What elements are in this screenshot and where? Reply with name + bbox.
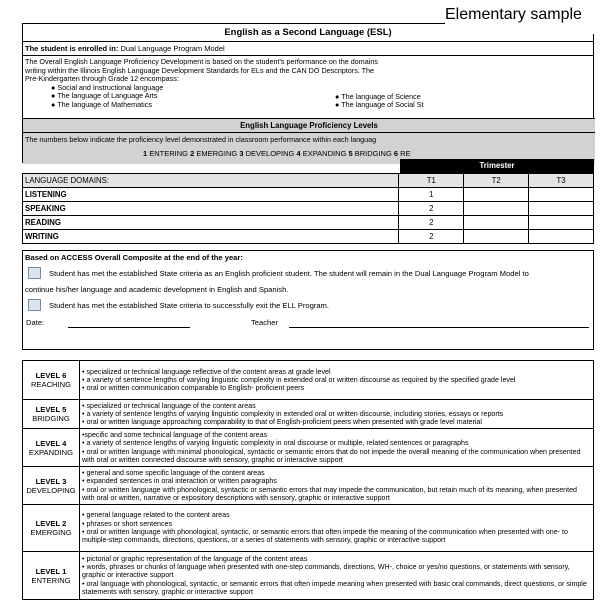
report-card-document [22, 23, 594, 596]
level-row [23, 361, 594, 400]
standards-list [23, 84, 593, 117]
intro-paragraph [23, 56, 593, 84]
exit-statement: Student has met the established State criteria to successfully exit the ELL Program. [49, 301, 329, 310]
level-description: •specific and some technical language of the content areas • a variety of sentence lengths of varying linguistic complexity in oral discourse or multiple, related sentences or paragraphs • oral or written language with minimal phonological, syntactic or semantic errors that do not impede the overall meaning of the communication when presented with oral or written connected discourse with sensory, graphic or interactive support [80, 429, 594, 467]
domain-name: READING [23, 216, 399, 230]
teacher-field[interactable] [289, 327, 589, 328]
score-cell[interactable] [529, 202, 594, 216]
level-row [23, 552, 594, 600]
standard-item: ● Social and Instructional language [51, 82, 164, 92]
domain-name: LISTENING [23, 188, 399, 202]
esl-info-box [22, 23, 594, 163]
level-description: • general language related to the content areas • phrases or short sentences • oral or written language with phonological, syntactic, or semantic errors that often impede the meaning of the communication when presented with one- to multiple-step commands, directions, questions, or a series of statements with sensory, graphic or interactive support [80, 505, 594, 552]
domain-name: SPEAKING [23, 202, 399, 216]
domain-row [23, 188, 594, 202]
bullet-icon: ● [335, 100, 342, 110]
bullet-icon: ● [51, 82, 58, 92]
proficiency-description: The numbers below indicate the proficiency level demonstrated in classroom performance within each languag [25, 135, 377, 144]
language-domains-table [22, 173, 594, 244]
date-field[interactable] [68, 327, 190, 328]
level-description: • general and some specific language of the content areas • expanded sentences in oral interaction or written paragraphs • oral or written language with phonological, syntactic or semantic errors that may impede the communication, but retain much of its meaning, when presented with oral or written, narrative or expository descriptions with sensory, graphic or interactive support [80, 467, 594, 505]
domain-row [23, 230, 594, 244]
score-cell[interactable] [464, 188, 529, 202]
sample-label: Elementary sample [445, 6, 612, 34]
domain-name: WRITING [23, 230, 399, 244]
level-descriptors-table [22, 360, 594, 600]
level-row [23, 400, 594, 429]
enrolled-label: The student is enrolled in: [25, 44, 119, 53]
proficiency-title: English Language Proficiency Levels [23, 118, 595, 133]
level-label: LEVEL 4 EXPANDING [23, 429, 80, 467]
standard-item: ● The language of Science [335, 91, 421, 101]
proficient-checkbox[interactable] [28, 267, 41, 279]
proficient-statement: Student has met the established State criteria as an English proficient student. The student will remain in the Dual Language Program Model to [49, 269, 529, 278]
standard-item: ● The language of Mathematics [51, 99, 152, 109]
intro-line: Pre-Kindergarten through Grade 12 encompass: [25, 74, 179, 84]
page-title: English as a Second Language (ESL) [23, 24, 593, 42]
bullet-icon: ● [51, 99, 58, 109]
domains-header-row [23, 174, 594, 188]
enrolled-value: Dual Language Program Model [120, 44, 225, 53]
standard-item: ● The language of Social St [335, 100, 424, 110]
proficiency-levels-band [23, 118, 595, 164]
enrollment-row [23, 42, 593, 56]
score-cell[interactable] [529, 188, 594, 202]
bullet-icon: ● [335, 91, 342, 101]
term-header: T1 [399, 174, 464, 188]
access-title: Based on ACCESS Overall Composite at the end of the year: [25, 253, 243, 262]
trimester-header: Trimester [400, 159, 594, 173]
term-header: T3 [529, 174, 594, 188]
exit-checkbox[interactable] [28, 299, 41, 311]
term-header: T2 [464, 174, 529, 188]
level-label: LEVEL 5 BRIDGING [23, 400, 80, 429]
score-cell[interactable] [464, 202, 529, 216]
teacher-label: Teacher [251, 318, 279, 327]
level-label: LEVEL 2 EMERGING [23, 505, 80, 552]
level-description: • specialized or technical language reflective of the content areas at grade level • a variety of sentence lengths of varying linguistic complexity in extended oral or written discourse as required by the specified grade level • oral or written communication comparable to English- proficient peers [80, 361, 594, 400]
score-cell[interactable]: 2 [399, 202, 464, 216]
intro-line: writing within the Illinois English Language Development Standards for ELs and the CAN DO Descriptors. The [25, 65, 375, 75]
bullet-icon: ● [51, 91, 58, 101]
level-row [23, 429, 594, 467]
score-cell[interactable]: 2 [399, 216, 464, 230]
level-row [23, 467, 594, 505]
domains-header: LANGUAGE DOMAINS: [23, 174, 399, 188]
level-description: • pictorial or graphic representation of the language of the content areas • words, phrases or chunks of language when presented with one-step commands, directions, WH-, choice or yes/no questions, or statements with sensory, graphic or interactive support • oral language with phonological, syntactic, or semantic errors that often impede meaning when presented with basic oral commands, direct questions, or simple statements with sensory, graphic or interactive support [80, 552, 594, 600]
date-label: Date: [26, 318, 45, 327]
level-description: • specialized or technical language of the content areas • a variety of sentence lengths of varying linguistic complexity in extended oral or written discourse, including stories, essays or reports • oral or written language approaching comparability to that of English-proficient peers when presented with grade level material [80, 400, 594, 429]
standard-item: ● The language of Language Arts [51, 91, 158, 101]
score-cell[interactable]: 1 [399, 188, 464, 202]
intro-line: The Overall English Language Proficiency Development is based on the student's performance on the domains [25, 57, 378, 66]
level-label: LEVEL 6 REACHING [23, 361, 80, 400]
proficiency-level-key: 1 ENTERING 2 EMERGING 3 DEVELOPING 4 EXPANDING 5 BRIDGING 6 RE [143, 149, 411, 158]
access-composite-box [22, 250, 594, 350]
score-cell[interactable]: 2 [399, 230, 464, 244]
level-label: LEVEL 3 DEVELOPING [23, 467, 80, 505]
domain-row [23, 216, 594, 230]
level-label: LEVEL 1 ENTERING [23, 552, 80, 600]
domain-row [23, 202, 594, 216]
score-cell[interactable] [464, 230, 529, 244]
proficient-statement-cont: continue his/her language and academic development in English and Spanish. [25, 285, 289, 294]
score-cell[interactable] [529, 230, 594, 244]
score-cell[interactable] [529, 216, 594, 230]
level-row [23, 505, 594, 552]
score-cell[interactable] [464, 216, 529, 230]
